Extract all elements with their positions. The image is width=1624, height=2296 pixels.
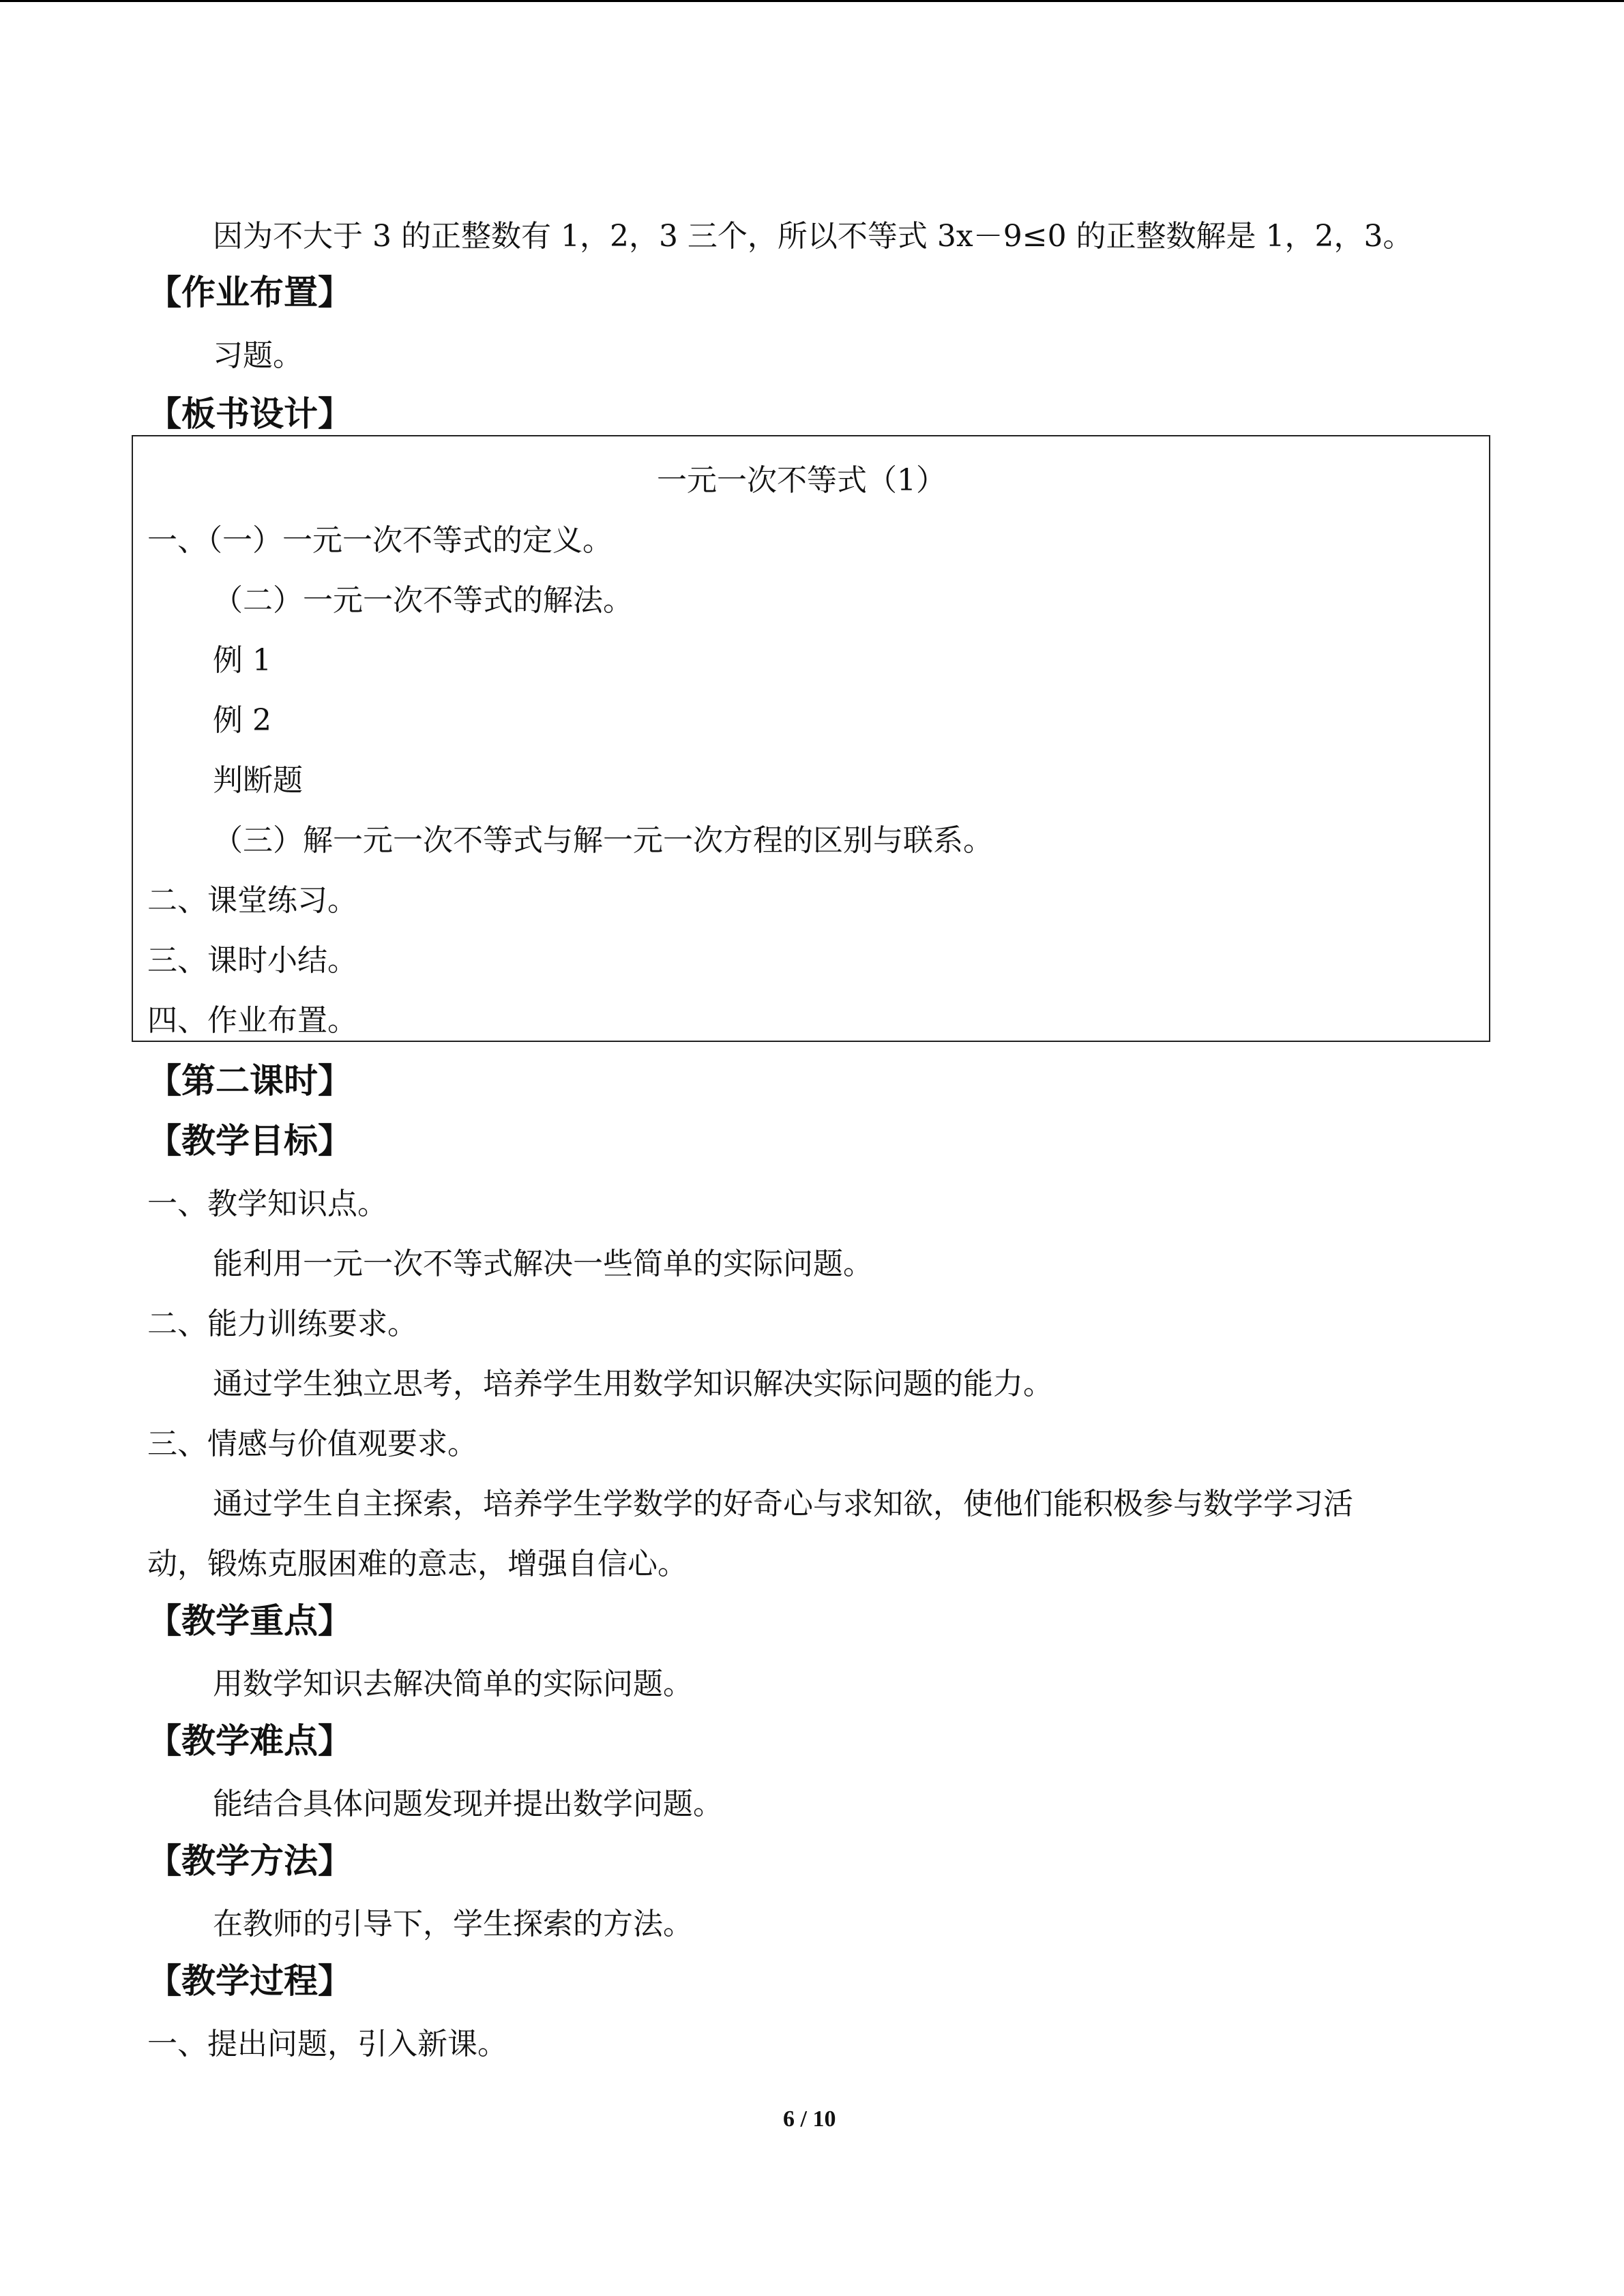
board-line: 判断题 bbox=[213, 763, 303, 798]
board-title: 一元一次不等式（1） bbox=[657, 463, 946, 498]
board-line: 例 2 bbox=[213, 703, 271, 738]
goal-item-2: 二、能力训练要求。 bbox=[147, 1307, 417, 1341]
homework-text: 习题。 bbox=[213, 338, 303, 373]
board-line: （三）解一元一次不等式与解一元一次方程的区别与联系。 bbox=[213, 823, 993, 858]
board-line: （二）一元一次不等式的解法。 bbox=[213, 583, 633, 618]
heading-difficulty: 【教学难点】 bbox=[147, 1721, 352, 1761]
heading-board-design: 【板书设计】 bbox=[147, 394, 352, 434]
top-border-line bbox=[0, 0, 1624, 2]
goal-item-3: 三、情感与价值观要求。 bbox=[147, 1427, 477, 1461]
process-item-1: 一、提出问题，引入新课。 bbox=[147, 2027, 507, 2061]
heading-method: 【教学方法】 bbox=[147, 1841, 352, 1881]
goal-item-3-text: 通过学生自主探索，培养学生学数学的好奇心与求知欲，使他们能积极参与数学学习活 bbox=[213, 1487, 1353, 1521]
board-line: 二、课堂练习。 bbox=[147, 883, 357, 918]
heading-key-point: 【教学重点】 bbox=[147, 1601, 352, 1641]
board-line: 例 1 bbox=[213, 643, 271, 678]
board-line: 三、课时小结。 bbox=[147, 943, 357, 978]
goal-item-3-text-cont: 动，锻炼克服困难的意志，增强自信心。 bbox=[147, 1547, 688, 1581]
key-point-text: 用数学知识去解决简单的实际问题。 bbox=[213, 1667, 693, 1701]
heading-homework: 【作业布置】 bbox=[147, 273, 352, 312]
page-number: 6 / 10 bbox=[783, 2106, 836, 2132]
top-paragraph: 因为不大于 3 的正整数有 1，2，3 三个，所以不等式 3x－9≤0 的正整数解是 1，2，3。 bbox=[213, 219, 1413, 254]
goal-item-2-text: 通过学生独立思考，培养学生用数学知识解决实际问题的能力。 bbox=[213, 1367, 1053, 1401]
goal-item-1: 一、教学知识点。 bbox=[147, 1187, 387, 1221]
method-text: 在教师的引导下，学生探索的方法。 bbox=[213, 1907, 693, 1941]
heading-teaching-goals: 【教学目标】 bbox=[147, 1121, 352, 1161]
goal-item-1-text: 能利用一元一次不等式解决一些简单的实际问题。 bbox=[213, 1247, 873, 1281]
difficulty-text: 能结合具体问题发现并提出数学问题。 bbox=[213, 1787, 723, 1821]
board-line: 四、作业布置。 bbox=[147, 1003, 357, 1038]
heading-second-lesson: 【第二课时】 bbox=[147, 1061, 352, 1101]
heading-process: 【教学过程】 bbox=[147, 1961, 352, 2001]
board-line: 一、（一）一元一次不等式的定义。 bbox=[147, 523, 612, 558]
